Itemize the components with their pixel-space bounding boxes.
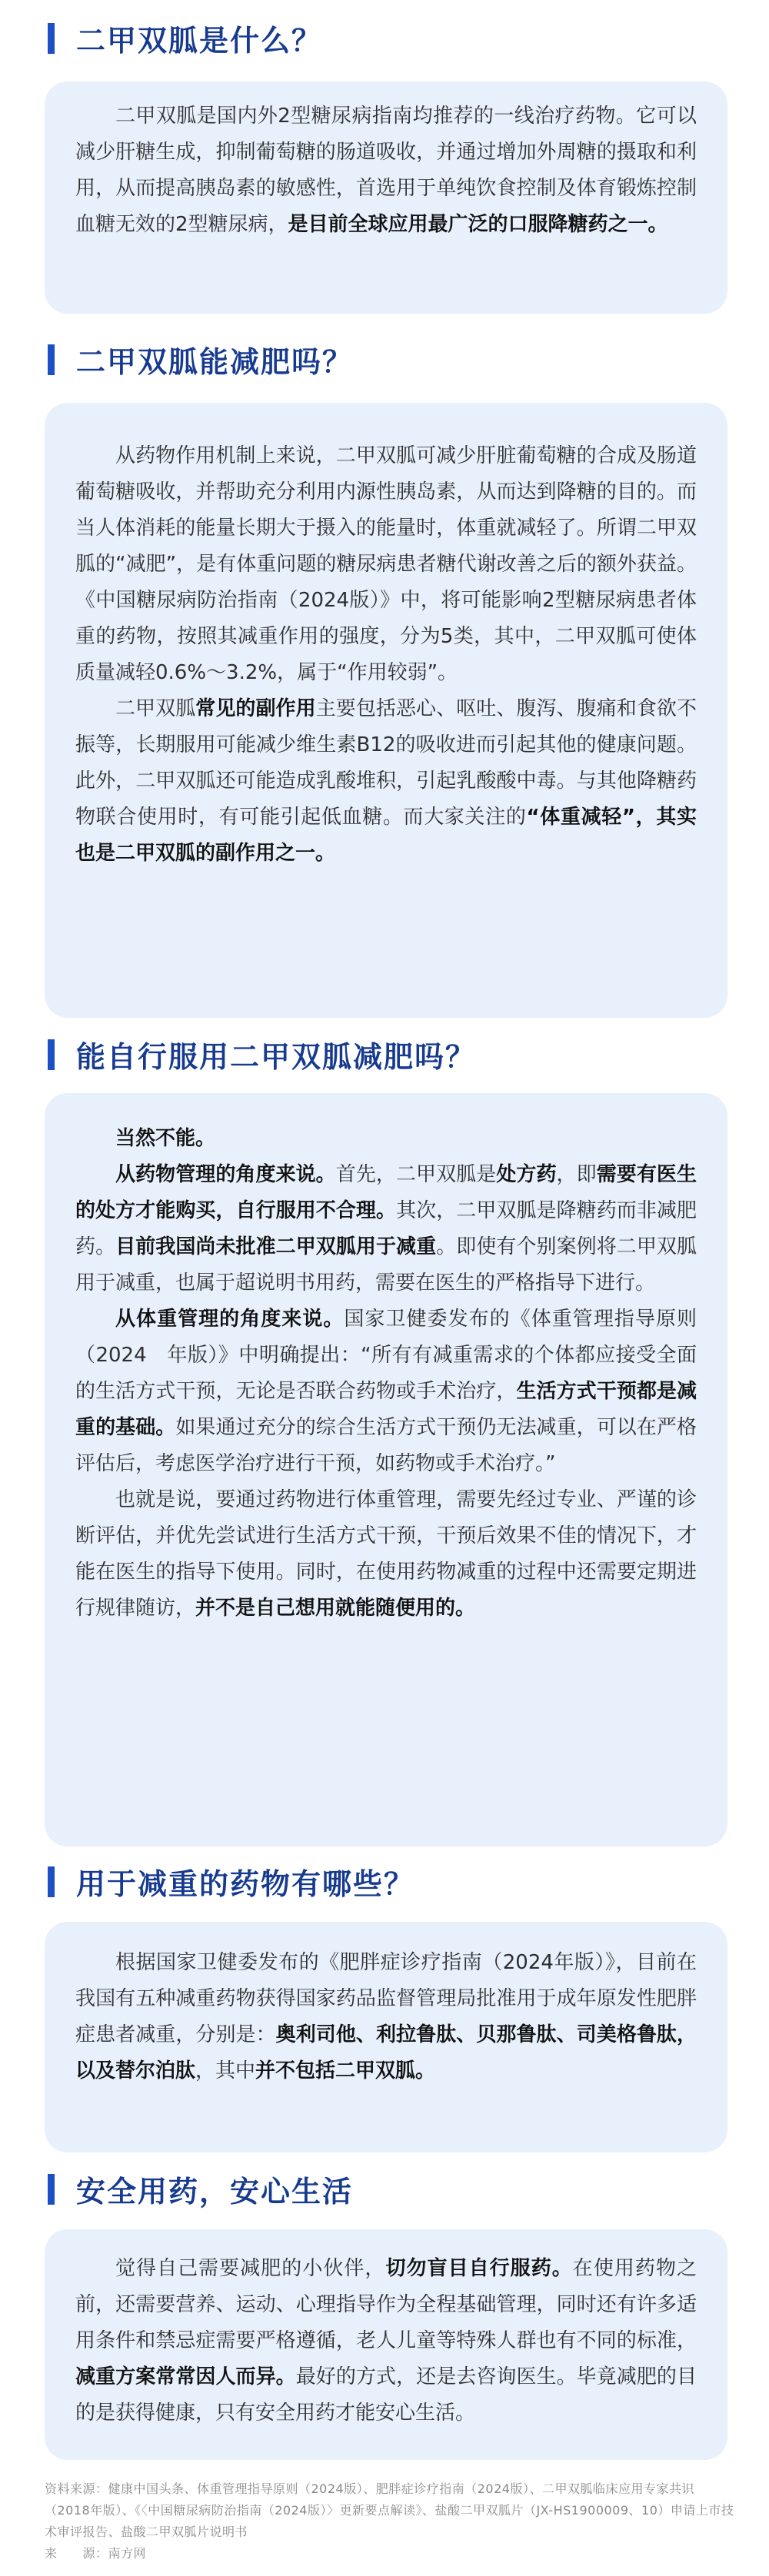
bold-text: 当然不能。 bbox=[115, 1127, 216, 1150]
text-span: 二甲双胍 bbox=[115, 697, 196, 720]
bold-text: 需要有医生的处方才能购买，自行服用不合理。 bbox=[75, 1163, 697, 1222]
title-accent-bar bbox=[48, 1039, 55, 1070]
paragraph bbox=[75, 1301, 697, 1482]
title-accent-bar bbox=[48, 23, 55, 54]
text-span: 最好的方式，还是去咨询医生。毕竟减肥的目的是获得健康，只有安全用药才能安心生活。 bbox=[75, 2365, 697, 2425]
paragraph bbox=[75, 1121, 697, 1157]
sources-note: 资料来源：健康中国头条、体重管理指导原则（2024版）、肥胖症诊疗指南（2024版）、二甲双胍临床应用专家共识（2018年版）、《〈中国糖尿病防治指南（2024版）〉更新要点解读》、盐酸二甲双胍片（JX-HS1900009、10）申请上市技术审评报告、盐酸二甲双胍片说明书 bbox=[45, 2481, 734, 2539]
title-accent-bar bbox=[48, 1866, 55, 1897]
bold-text: 并不包括二甲双胍。 bbox=[255, 2059, 436, 2082]
content-box-weight-loss-drugs bbox=[45, 1922, 727, 2152]
section-title-can-it-help-weight-loss bbox=[48, 338, 353, 381]
origin-note: 来 源：南方网 bbox=[45, 2546, 147, 2561]
bold-text: 常见的副作用 bbox=[195, 697, 316, 720]
content-box-what-is-metformin bbox=[45, 81, 727, 314]
text-span: 。即使有个别案例将二甲双胍用于减重，也属于超说明书用药，需要在医生的严格指导下进行。 bbox=[75, 1235, 697, 1295]
text-span: 其次，二甲双胍是降糖药而非减肥药。 bbox=[75, 1199, 697, 1258]
text-span: 觉得自己需要减肥的小伙伴， bbox=[115, 2257, 386, 2280]
bold-text: 奥利司他、利拉鲁肽、贝那鲁肽、司美格鲁肽，以及替尔泊肽 bbox=[75, 2023, 697, 2082]
paragraph bbox=[75, 98, 697, 243]
section-title-text: 安全用药，安心生活 bbox=[76, 2175, 354, 2209]
bold-text: 并不是自己想用就能随便用的。 bbox=[195, 1597, 476, 1620]
text-span: 国家卫健委发布的《体重管理指导原则（2024 年版）》中明确提出：“所有有减重需求的个体都应接受全面的生活方式干预，无论是否联合药物或手术治疗， bbox=[75, 1308, 697, 1403]
paragraph bbox=[75, 2251, 697, 2431]
bold-text: 从药物管理的角度来说。 bbox=[115, 1163, 336, 1186]
section-title-text: 二甲双胍是什么？ bbox=[76, 24, 323, 58]
text-span: ，即 bbox=[556, 1163, 597, 1186]
paragraph: 从药物作用机制上来说，二甲双胍可减少肝脏葡萄糖的合成及肠道葡萄糖吸收，并帮助充分利用内源性胰岛素，从而达到降糖的目的。而当人体消耗的能量长期大于摄入的能量时，体重就减轻了。所谓二甲双胍的“减肥”，是有体重问题的糖尿病患者糖代谢改善之后的额外获益。《中国糖尿病防治指南（2024版）》中，将可能影响2型糖尿病患者体重的药物，按照其减重作用的强度，分为5类，其中，二甲双胍可使体质量减轻0.6%～3.2%，属于“作用较弱”。 bbox=[75, 444, 697, 684]
text-span: 在使用药物之前，还需要营养、运动、心理指导作为全程基础管理，同时还有许多适用条件和禁忌症需要严格遵循，老人儿童等特殊人群也有不同的标准， bbox=[75, 2257, 697, 2352]
bold-text: 从体重管理的角度来说。 bbox=[115, 1308, 345, 1331]
bold-text: “体重减轻”，其实也是二甲双胍的副作用之一。 bbox=[75, 806, 697, 865]
paragraph bbox=[75, 691, 697, 872]
section-title-text: 用于减重的药物有哪些？ bbox=[76, 1867, 415, 1901]
section-title-weight-loss-drugs bbox=[48, 1860, 414, 1903]
text-span: 也就是说，要通过药物进行体重管理，需要先经过专业、严谨的诊断评估，并优先尝试进行生活方式干预，干预后效果不佳的情况下，才能在医生的指导下使用。同时，在使用药物减重的过程中还需要定期进行规律随访， bbox=[75, 1488, 697, 1620]
paragraph bbox=[75, 1482, 697, 1627]
section-title-what-is-metformin bbox=[48, 17, 322, 59]
content-box-self-medication bbox=[45, 1093, 727, 1846]
bold-text: 目前我国尚未批准二甲双胍用于减重 bbox=[115, 1235, 437, 1258]
content-box-can-it-help-weight-loss bbox=[45, 403, 727, 1018]
text-span: 二甲双胍是国内外2型糖尿病指南均推荐的一线治疗药物。它可以减少肝糖生成，抑制葡萄糖的肠道吸收，并通过增加外周糖的摄取和利用，从而提高胰岛素的敏感性，首选用于单纯饮食控制及体育锻炼控制血糖无效的2型糖尿病， bbox=[75, 105, 697, 236]
section-title-text: 二甲双胍能减肥吗？ bbox=[76, 345, 354, 379]
text-span: 首先，二甲双胍是 bbox=[335, 1163, 497, 1186]
content-box-safe-medication bbox=[45, 2229, 727, 2460]
section-title-self-medication bbox=[48, 1033, 476, 1075]
bold-text: 生活方式干预都是减重的基础。 bbox=[75, 1380, 697, 1439]
section-title-safe-medication bbox=[48, 2168, 353, 2210]
bold-text: 处方药 bbox=[496, 1163, 557, 1186]
section-title-text: 能自行服用二甲双胍减肥吗？ bbox=[76, 1040, 477, 1074]
title-accent-bar bbox=[48, 2174, 55, 2205]
text-span: 根据国家卫健委发布的《肥胖症诊疗指南（2024年版）》，目前在我国有五种减重药物获得国家药品监督管理局批准用于成年原发性肥胖症患者减重，分别是： bbox=[75, 1951, 697, 2046]
title-accent-bar bbox=[48, 344, 55, 375]
text-span: 如果通过充分的综合生活方式干预仍无法减重，可以在严格评估后，考虑医学治疗进行干预，如药物或手术治疗。” bbox=[75, 1416, 697, 1475]
bold-text: 切勿盲目自行服药。 bbox=[385, 2257, 573, 2280]
text-span: 主要包括恶心、呕吐、腹泻、腹痛和食欲不振等，长期服用可能减少维生素B12的吸收进而引起其他的健康问题。此外，二甲双胍还可能造成乳酸堆积，引起乳酸酸中毒。与其他降糖药物联合使用时，有可能引起低血糖。而大家关注的 bbox=[75, 697, 697, 829]
paragraph bbox=[75, 1157, 697, 1301]
text-span: ，其中 bbox=[195, 2059, 256, 2082]
bold-text: 减重方案常常因人而异。 bbox=[75, 2365, 296, 2388]
bold-text: 是目前全球应用最广泛的口服降糖药之一。 bbox=[288, 213, 668, 236]
paragraph bbox=[75, 1945, 697, 2089]
